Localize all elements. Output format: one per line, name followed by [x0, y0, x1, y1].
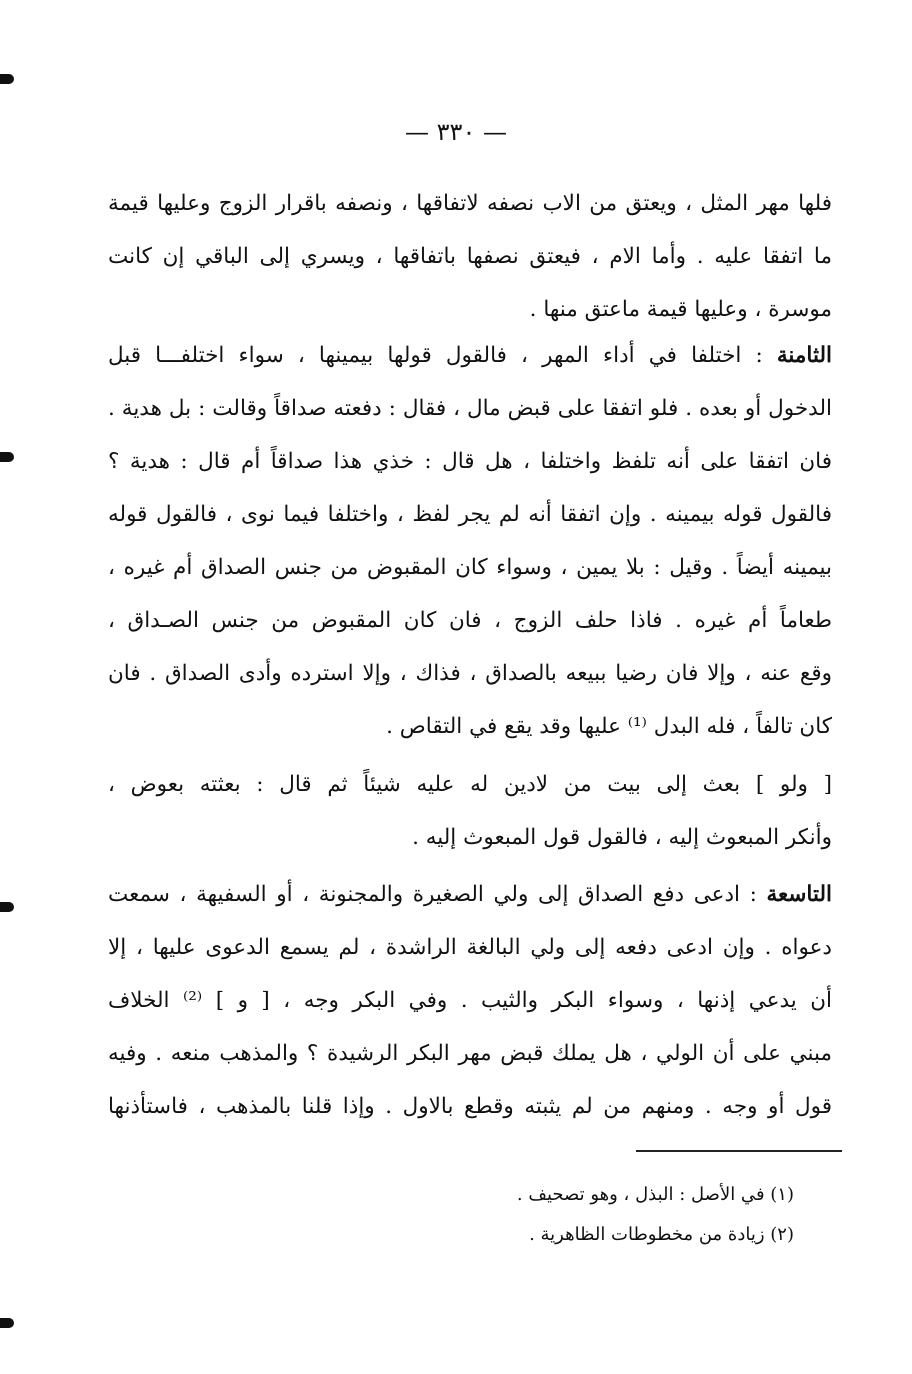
text-line-body: : ادعى دفع الصداق إلى ولي الصغيرة والمجنونة ، أو السفيهة ، سمعت: [108, 882, 757, 907]
footnote-divider: [636, 1150, 842, 1152]
binding-mark: [0, 1318, 14, 1328]
text-line: فان اتفقا على أنه تلفظ واختلفا ، هل قال : خذي هذا صداقاً أم قال : هدية ؟: [108, 449, 832, 474]
text-line: قول أو وجه . ومنهم من لم يثبته وقطع بالاول . وإذا قلنا بالمذهب ، فاستأذنها: [108, 1094, 832, 1119]
paragraph-eighth: [108, 329, 832, 753]
binding-mark: [0, 452, 14, 462]
text-line: مبني على أن الولي ، هل يملك قبض مهر البكر الرشيدة ؟ والمذهب منعه . وفيه: [108, 1041, 832, 1066]
text-line-body: : اختلفا في أداء المهر ، فالقول قولها بيمينها ، سواء اختلفـــا قبل: [108, 343, 763, 368]
section-heading-eighth: الثامنة: [776, 343, 832, 368]
binding-mark: [0, 74, 14, 84]
footnotes: [194, 1175, 794, 1255]
text-line: كان تالفاً ، فله البدل ⁽¹⁾ عليها وقد يقع في التقاص .: [386, 714, 832, 739]
text-line: بيمينه أيضاً . وقيل : بلا يمين ، وسواء كان المقبوض من جنس الصداق أم غيره ،: [108, 555, 832, 580]
paragraph-3: [108, 758, 832, 864]
text-line: موسرة ، وعليها قيمة ماعتق منها .: [529, 297, 832, 322]
binding-mark: [0, 902, 14, 912]
section-heading-ninth: التاسعة: [766, 882, 832, 907]
text-line: [108, 868, 832, 921]
paragraph-ninth: [108, 868, 832, 1133]
text-line: وقع عنه ، وإلا فان رضيا ببيعه بالصداق ، فذاك ، وإلا استرده وأدى الصداق . فان: [108, 661, 832, 686]
text-line: ما اتفقا عليه . وأما الام ، فيعتق نصفها باتفاقها ، ويسري إلى الباقي إن كانت: [108, 244, 832, 269]
text-line: [108, 329, 832, 382]
text-line: فلها مهر المثل ، ويعتق من الاب نصفه لاتفاقها ، ونصفه باقرار الزوج وعليها قيمة: [108, 191, 832, 216]
page-number: — ٣٣٠ —: [405, 118, 507, 146]
text-line: أن يدعي إذنها ، وسواء البكر والثيب . وفي البكر وجه ، [ و ] ⁽²⁾ الخلاف: [108, 988, 832, 1013]
text-line: وأنكر المبعوث إليه ، فالقول قول المبعوث إليه .: [412, 825, 832, 850]
footnote-1: (١) في الأصل : البذل ، وهو تصحيف .: [516, 1184, 794, 1205]
text-line: الدخول أو بعده . فلو اتفقا على قبض مال ، فقال : دفعته صداقاً وقالت : بل هدية .: [108, 396, 832, 421]
footnote-2: (٢) زيادة من مخطوطات الظاهرية .: [529, 1224, 794, 1245]
text-line: طعاماً أم غيره . فاذا حلف الزوج ، فان كان المقبوض من جنس الصـداق ،: [108, 608, 832, 633]
text-line: دعواه . وإن ادعى دفعه إلى ولي البالغة الراشدة ، لم يسمع الدعوى عليها ، إلا: [108, 935, 832, 960]
text-line: فالقول قوله بيمينه . وإن اتفقا أنه لم يجر لفظ ، واختلفا فيما نوى ، فالقول قوله: [108, 502, 832, 527]
text-line: [ ولو ] بعث إلى بيت من لادين له عليه شيئاً ثم قال : بعثته بعوض ،: [108, 772, 832, 797]
paragraph-1: [108, 177, 832, 336]
